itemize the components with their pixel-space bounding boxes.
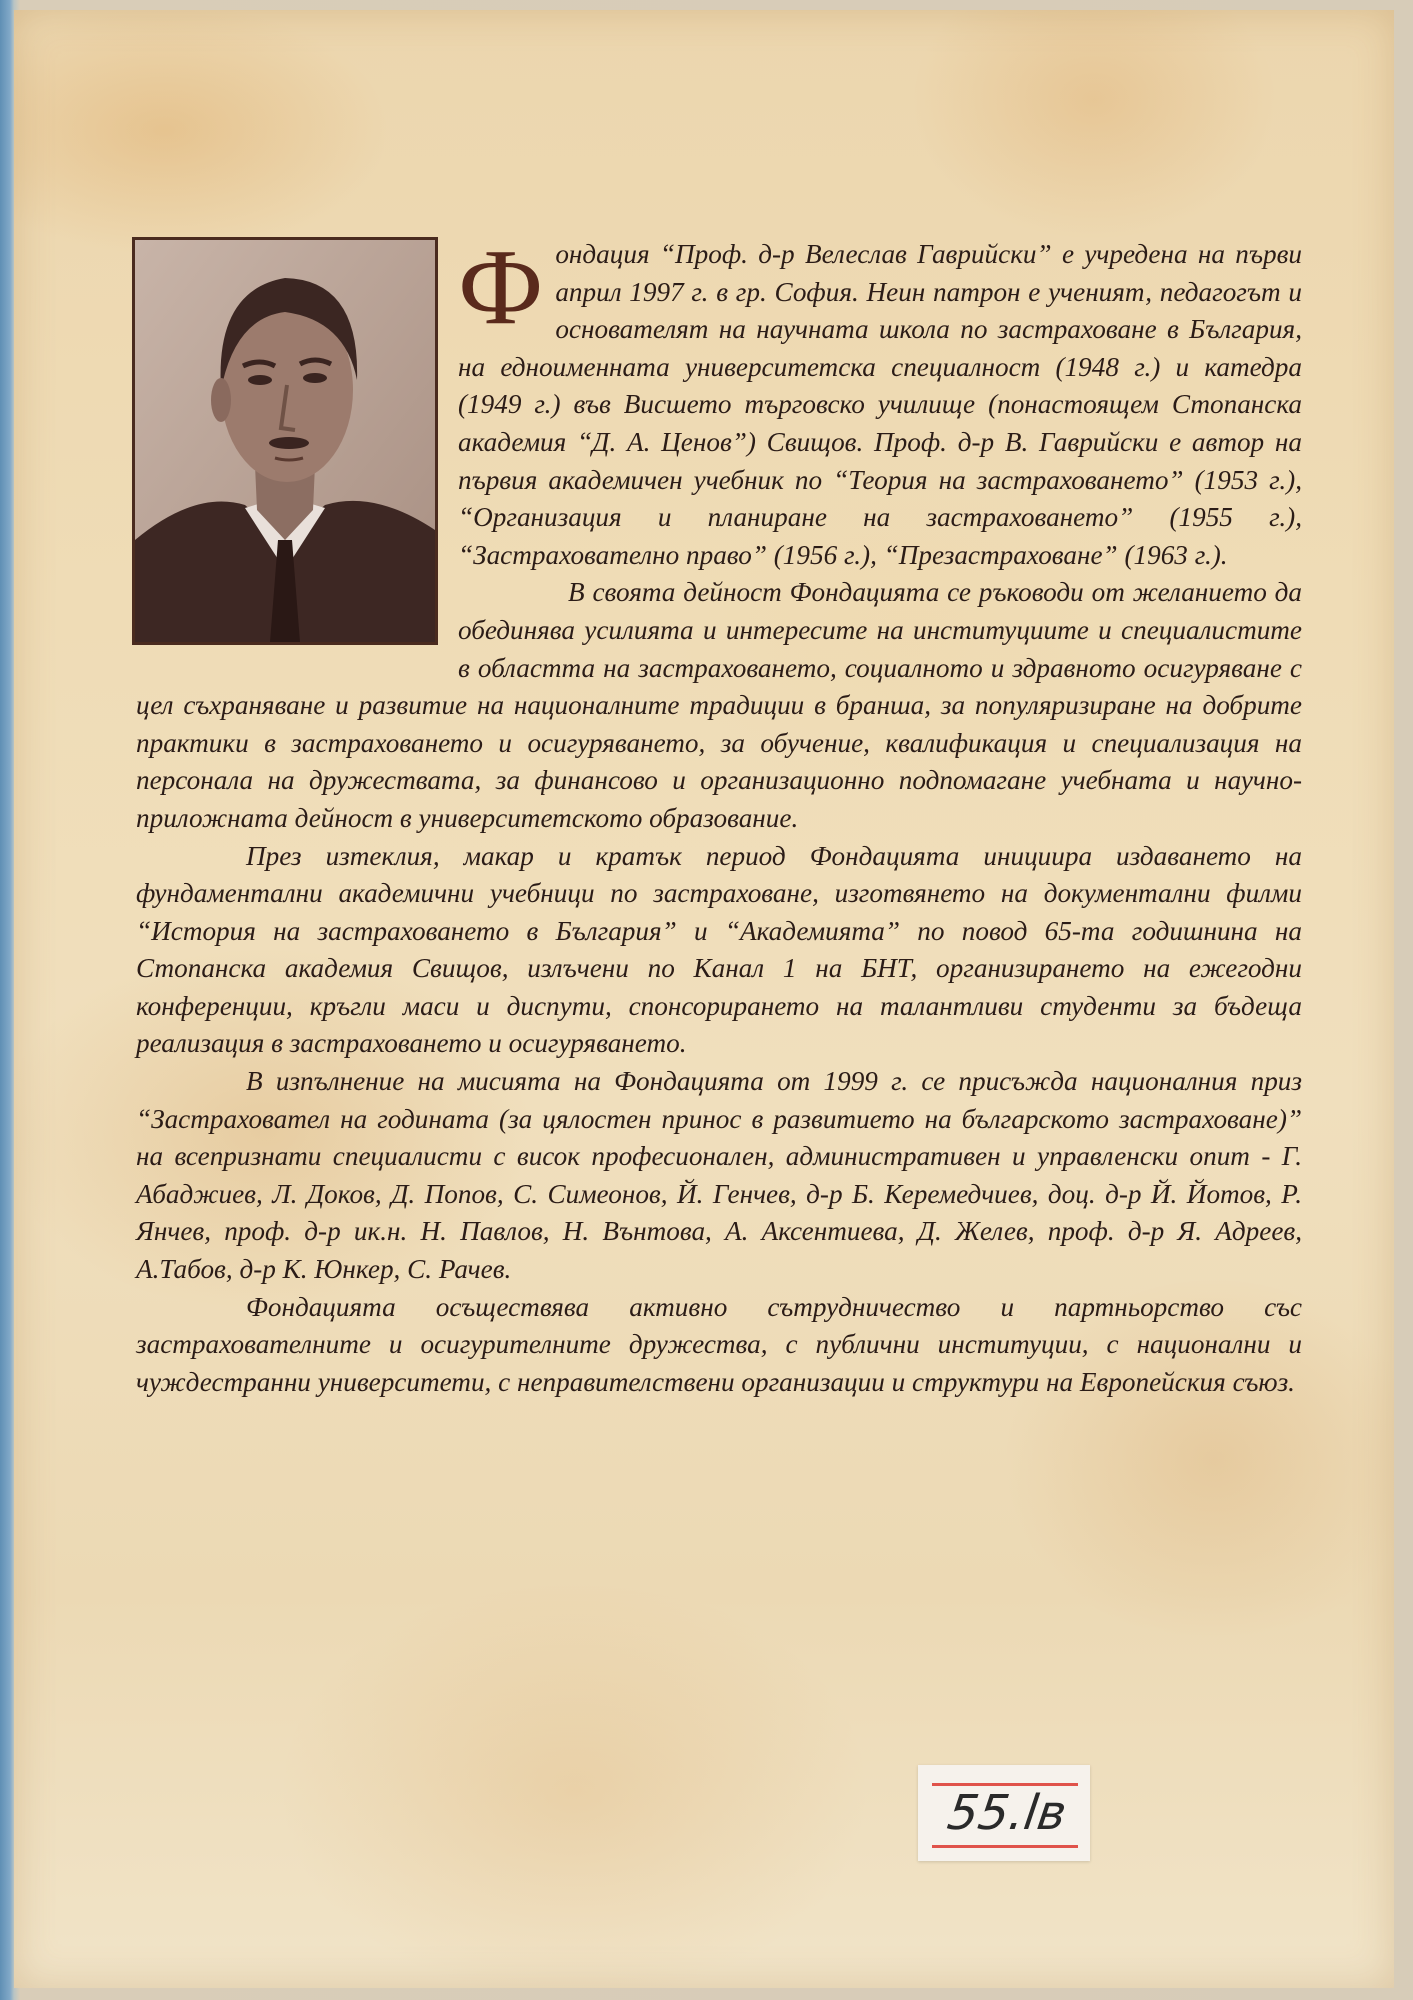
foundation-description-text [136, 228, 1302, 1401]
portrait-text-wrap-spacer [136, 236, 458, 656]
drop-cap-letter: Ф [458, 228, 544, 347]
paragraph-5: Фондацията осъществява активно сътрудничество и партньорство със застрахователните и осигурителните дружества, с публични институции, с национални и чуждестранни университети, с неправителствени организации и структури на Европейския съюз. [136, 1291, 1302, 1397]
paragraph-2: В своята дейност Фондацията се ръководи от желанието да обединява усилията и интересите на институциите и специалистите в областта на застраховането, социалното и здравното осигуряване с цел съхраняване и развитие на националните традиции в бранша, за популяризиране на добрите практики в застраховането и осигуряването, за обучение, квалификация и специализация на персонала на дружествата, за финансово и организационно подпомагане учебната и научно-приложната дейност в университетското образование. [136, 577, 1302, 833]
paragraph-4: В изпълнение на мисията на Фондацията от 1999 г. се присъжда националния приз “Застраховател на годината (за цялостен принос в развитието на българското застраховане)” на всепризнати специалисти с висок професионален, административен и управленски опит - Г. Абаджиев, Л. Доков, Д. Попов, С. Симеонов, Й. Генчев, д-р Б. Керемедчиев, доц. д-р Й. Йотов, Р. Янчев, проф. д-р ик.н. Н. Павлов, Н. Вънтова, А. Аксентиева, Д. Желев, проф. д-р Я. Адреев, А.Табов, д-р К. Юнкер, С. Рачев. [136, 1066, 1302, 1285]
paragraph-1-text: ондация “Проф. д-р Велеслав Гаврийски” е учредена на първи април 1997 г. в гр. София. Неин патрон е ученият, педагогът и основателят на научната школа по застраховане в България, на едноименната университетска специалност (1948 г.) и катедра (1949 г.) във Висшето търговско училище (понастоящем Стопанска академия “Д. А. Ценов”) Свищов. Проф. д-р В. Гаврийски е автор на първия академичен учебник по “Теория на застраховането” (1953 г.), “Организация и планиране на застраховането” (1955 г.), “Застрахователно право” (1956 г.), “Презастраховане” (1963 г.). [458, 239, 1302, 570]
paragraph-3: През изтеклия, макар и кратък период Фондацията инициира издаването на фундаментални академични учебници по застраховане, изготвянето на документални филми “История на застраховането в България” и “Академията” по повод 65-та годишнина на Стопанска академия Свищов, излъчени по Канал 1 на БНТ, организирането на ежегодни конференции, кръгли маси и диспути, спонсорирането на талантливи студенти за бъдеща реализация в застраховането и осигуряването. [136, 840, 1302, 1059]
price-handwritten: 55.lв [944, 1785, 1070, 1841]
sticker-red-line-bottom [932, 1845, 1078, 1848]
book-back-cover [14, 10, 1394, 1988]
price-sticker [918, 1765, 1090, 1861]
